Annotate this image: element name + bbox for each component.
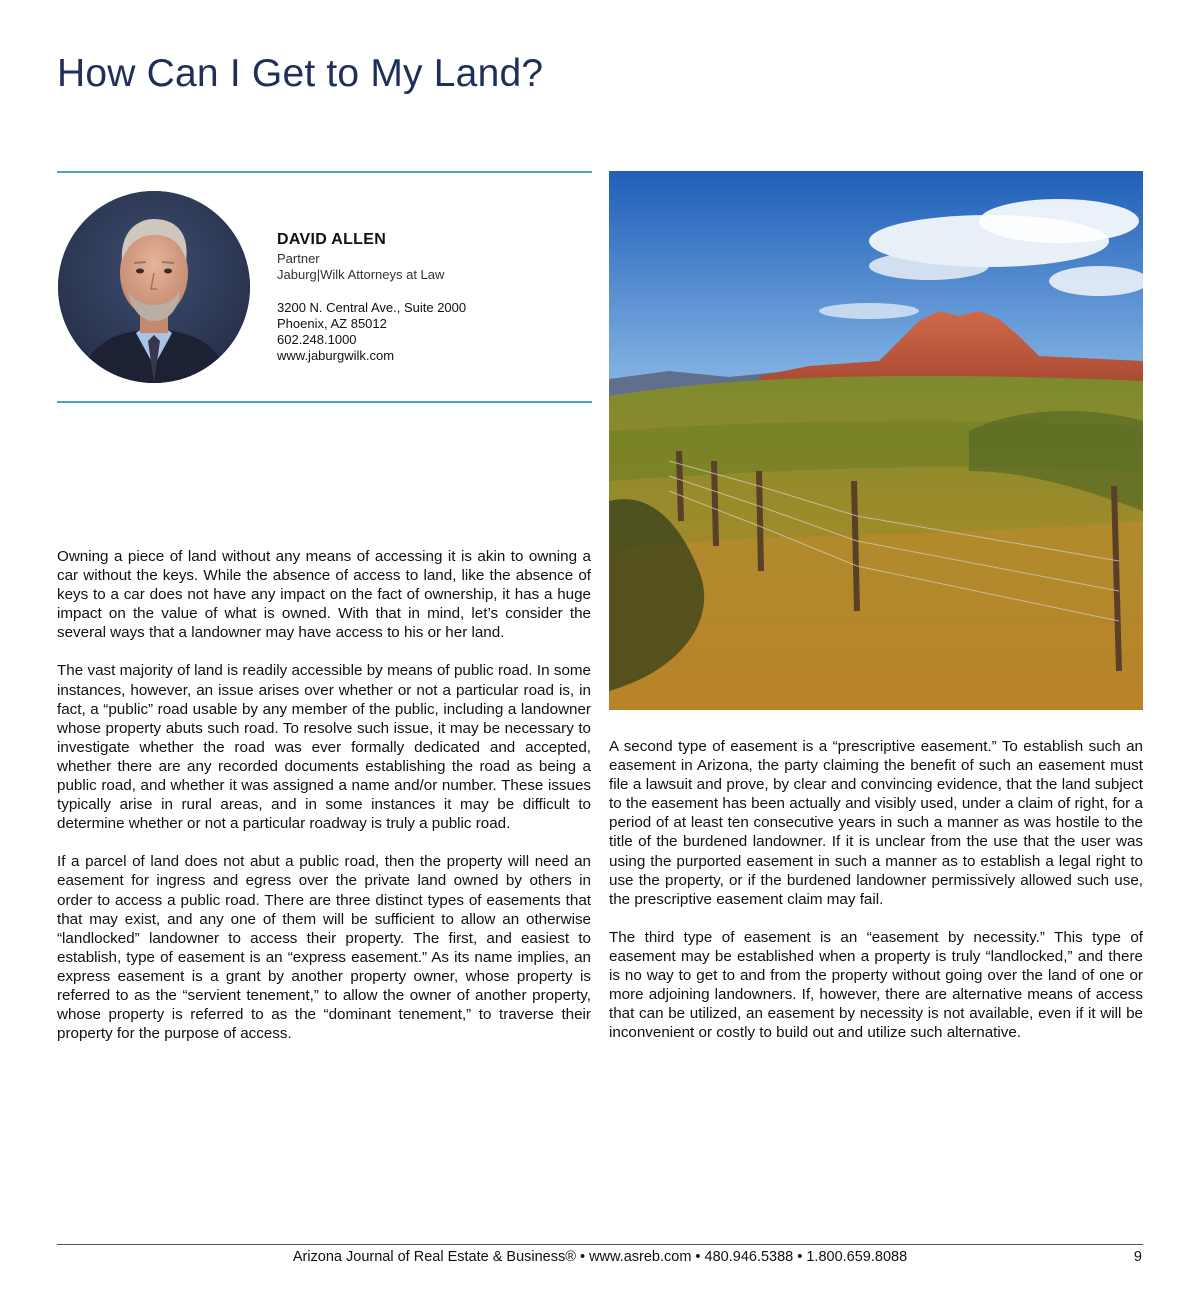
landscape-photo [609, 171, 1143, 710]
paragraph: Owning a piece of land without any means of accessing it is akin to owning a car without the keys. While the absence of access to land, like the absence of keys to a car does not have any impact on the fact of ownership, it has a huge impact on the value of what is owned. With that in mind, let’s consider the several ways that a landowner may have access to his or her land. [57, 548, 591, 642]
author-role: Partner [277, 250, 320, 266]
footer-publication-info: Arizona Journal of Real Estate & Business® • www.asreb.com • 480.946.5388 • 1.800.659.8088 [292, 1249, 908, 1265]
footer-divider [57, 1244, 1143, 1245]
author-firm: Jaburg|Wilk Attorneys at Law [277, 267, 445, 282]
page-number: 9 [1133, 1249, 1142, 1265]
author-info [277, 232, 466, 364]
paragraph: If a parcel of land does not abut a public road, then the property will need an easement for ingress and egress over the private land owned by others in order to access a public road. There are three distinct types of easements that that may exist, and any one of them will be sufficient to allow an otherwise “landlocked” landowner to access their property. The first, and easiest to establish, type of easement is an “express easement.” As its name implies, an express easement is a grant by another property owner, whose property is referred to as the “servient tenement,” to allow the owner of another property, whose property is referred to as the “dominant tenement,” to traverse their property for the purpose of access. [57, 853, 591, 1043]
author-address-line2: Phoenix, AZ 85012 [277, 315, 387, 331]
author-address-line1: 3200 N. Central Ave., Suite 2000 [277, 299, 467, 315]
author-portrait [58, 191, 250, 383]
divider-bottom [57, 401, 592, 403]
article-column-left [57, 547, 591, 1062]
author-website[interactable]: www.jaburgwilk.com [277, 347, 395, 363]
author-phone: 602.248.1000 [277, 331, 357, 347]
paragraph: The vast majority of land is readily accessible by means of public road. In some instances, however, an issue arises over whether or not a particular road is, in fact, a “public” road usable by any member of the public, including a landowner whose property abuts such road. To resolve such issue, it may be necessary to investigate whether the road was ever formally dedicated and accepted, whether there are any recorded documents establishing the road as being a public road, and whether it was assigned a name and/or number. These issues typically arise in rural areas, and in some instances it may be difficult to determine whether or not a particular roadway is truly a public road. [57, 662, 591, 833]
paragraph: The third type of easement is an “easement by necessity.” This type of easement may be established when a property is truly “landlocked,” and there is no way to get to and from the property without going over the land of one or more adjoining landowners. If, however, there are alternative means of access that can be utilized, an easement by necessity is not available, even if it will be inconvenient or costly to build out and utilize such alternative. [609, 928, 1143, 1042]
landscape-illustration [609, 171, 1143, 710]
author-portrait-illustration [58, 191, 250, 383]
paragraph: A second type of easement is a “prescriptive easement.” To establish such an easement in Arizona, the party claiming the benefit of such an easement must file a lawsuit and prove, by clear and convincing evidence, that the land subject to the easement has been actually and visibly used, under a claim of right, for a period of at least ten consecutive years in such a manner as was hostile to the title of the burdened landowner. If it is unclear from the use that the user was using the purported easement in such a manner as to establish a legal right to use the property, or if the burdened landowner permissively allowed such use, the prescriptive easement claim may fail. [609, 738, 1143, 908]
page-title: How Can I Get to My Land? [57, 52, 544, 95]
divider-top [57, 171, 592, 173]
author-name: DAVID ALLEN [277, 231, 387, 248]
article-column-right [609, 737, 1143, 1061]
